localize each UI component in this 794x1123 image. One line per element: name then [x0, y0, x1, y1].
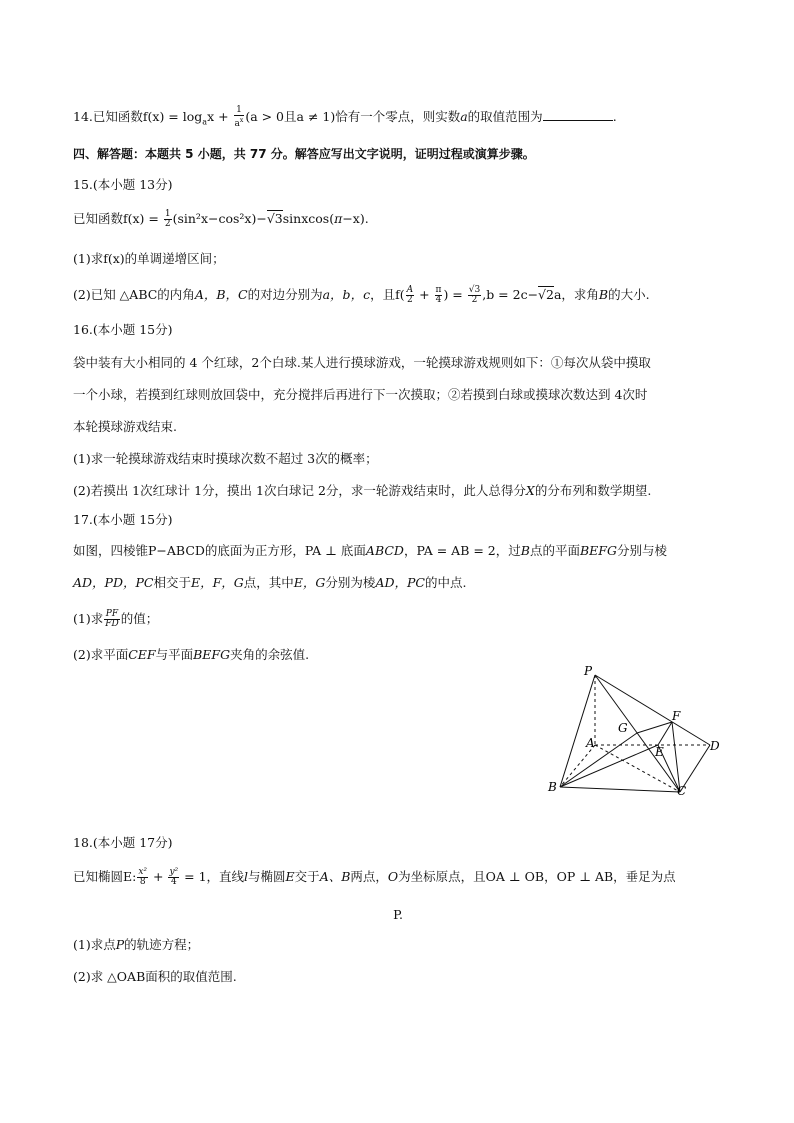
label-C: C	[677, 784, 687, 798]
label-F: F	[672, 709, 681, 723]
q14-text: x +	[207, 109, 233, 124]
q15-header: 15.(本小题 13分)	[73, 177, 173, 192]
q18-line2: P.	[393, 907, 403, 922]
q14-log-base: a	[202, 117, 208, 127]
q18-part1: (1)求点P的轨迹方程；	[73, 937, 200, 952]
q16-part1: (1)求一轮摸球游戏结束时摸球次数不超过 3次的概率；	[73, 451, 378, 466]
q15-part1: (1)求f(x)的单调递增区间；	[73, 251, 225, 266]
pyramid-figure	[540, 660, 730, 800]
q14-var: a	[460, 109, 468, 124]
edge-BC	[560, 787, 680, 792]
q17-line1: 如图，四棱锥P−ABCD的底面为正方形，PA ⊥ 底面ABCD，PA = AB = 2，过B点的平面BEFG分别与棱	[73, 543, 667, 558]
q15-part2: (2)已知 △ABC的内角A，B，C的对边分别为a，b，c，且f( $\frac{A}{2}$ + $\frac{\pi}{4}$ ) = $\frac{√3}{2}$ ,b = 2c−√2a，求角B的大小.	[73, 285, 650, 305]
label-B: B	[548, 780, 557, 794]
label-A: A	[586, 736, 595, 750]
edge-AC	[595, 745, 680, 792]
edge-BE	[560, 745, 658, 787]
q17-part2: (2)求平面CEF与平面BEFG夹角的余弦值.	[73, 647, 310, 662]
label-P: P	[584, 664, 593, 678]
q16-line1: 袋中装有大小相同的 4 个红球，2个白球.某人进行摸球游戏，一轮摸球游戏规则如下：①每次从袋中摸取	[73, 355, 651, 370]
edge-BG	[560, 733, 637, 787]
q14-text: 的取值范围为	[467, 109, 543, 124]
section-title: 四、解答题：本题共 5 小题，共 77 分。解答应写出文字说明，证明过程或演算步骤。	[73, 147, 535, 161]
label-E: E	[655, 745, 664, 759]
edge-PD	[595, 675, 710, 745]
edge-PC	[595, 675, 680, 792]
q18-part2: (2)求 △OAB面积的取值范围.	[73, 969, 237, 984]
q16-line2: 一个小球，若摸到红球则放回袋中，充分搅拌后再进行下一次摸取；②若摸到白球或摸球次数达到 4次时	[73, 387, 648, 402]
label-G: G	[618, 721, 628, 735]
edge-FC	[672, 722, 680, 792]
q16-line3: 本轮摸球游戏结束.	[73, 419, 177, 434]
edge-PB	[560, 675, 595, 787]
q16-part2: (2)若摸出 1次红球计 1分，摸出 1次白球记 2分，求一轮游戏结束时，此人总得分X的分布列和数学期望.	[73, 483, 652, 498]
q17-part1: (1)求 $\frac{PF}{FD}$ 的值；	[73, 609, 159, 629]
q15-stem: 已知函数f(x) = $\frac{1}{2}$ (sin²x−cos²x)−√3sinxcos(π−x).	[73, 209, 369, 229]
q14-number: 14.	[73, 109, 93, 124]
q14-text: 已知函数f(x) = log	[92, 109, 203, 124]
q14-text: (a > 0且a ≠ 1)恰有一个零点，则实数	[245, 109, 461, 124]
q14-fraction: $\frac{1}{a^x}$	[234, 105, 244, 129]
half-fraction: $\frac{1}{2}$	[164, 209, 171, 229]
label-D: D	[710, 739, 720, 753]
q18-header: 18.(本小题 17分)	[73, 835, 173, 850]
q16-header: 16.(本小题 15分)	[73, 322, 173, 337]
q18-line1: 已知椭圆E: $\frac{\text{x²}}{8}$ + $\frac{\text{y²}}{4}$ = 1，直线l与椭圆E交于A、B两点，O为坐标原点，且OA ⊥ OB，OP ⊥ AB，垂足为点	[73, 867, 676, 887]
question-14: 14.已知函数$f(x) = \log_ax$ + $\frac{1}{a^x}$ (a > 0且a ≠ 1)恰有一个零点，则实数a的取值范围为 .	[73, 105, 617, 129]
answer-blank[interactable]	[543, 108, 613, 121]
q17-line2: AD，PD，PC相交于E，F，G点，其中E，G分别为棱AD，PC的中点.	[73, 575, 467, 590]
q17-header: 17.(本小题 15分)	[73, 512, 173, 527]
